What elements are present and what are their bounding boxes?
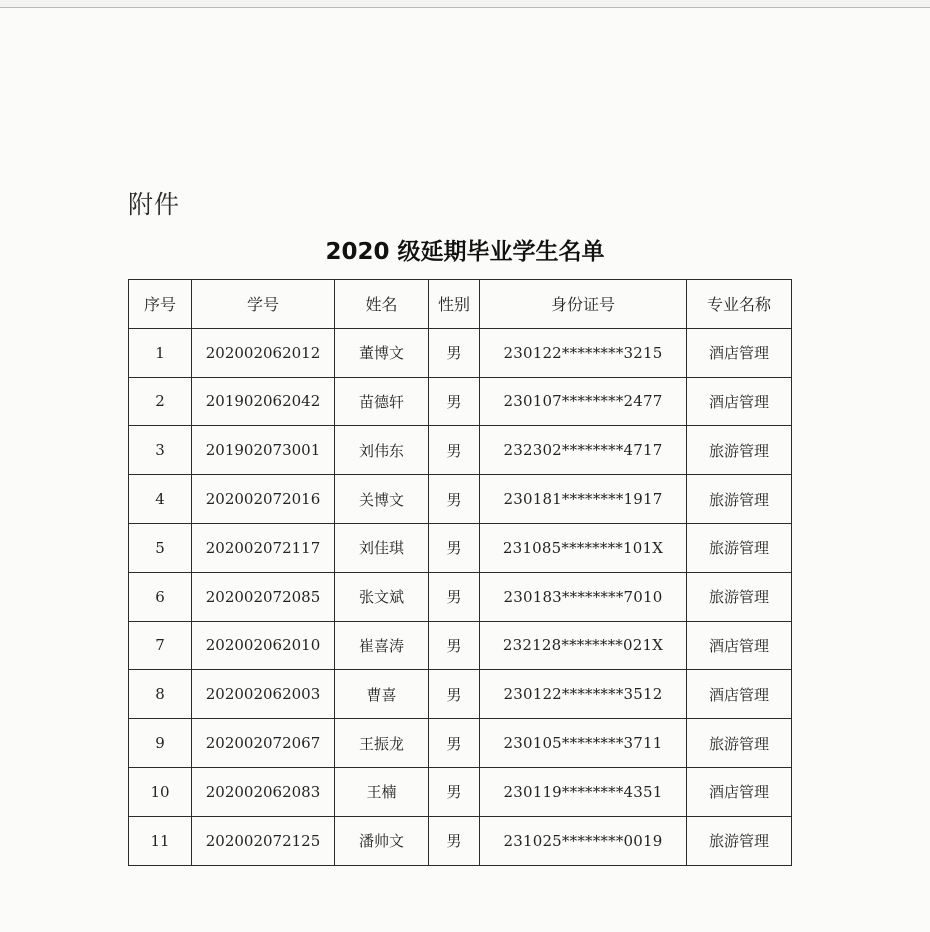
table-row — [129, 328, 792, 377]
cell-name: 苗德轩 — [335, 377, 429, 426]
cell-gender: 男 — [429, 621, 480, 670]
cell-id-card: 231085********101X — [480, 523, 687, 572]
cell-no: 4 — [129, 475, 192, 524]
cell-name: 张文斌 — [335, 572, 429, 621]
cell-gender: 男 — [429, 670, 480, 719]
header-major: 专业名称 — [687, 280, 792, 329]
table-row — [129, 377, 792, 426]
header-no: 序号 — [129, 280, 192, 329]
table-row — [129, 670, 792, 719]
cell-name: 董博文 — [335, 328, 429, 377]
cell-name: 崔喜涛 — [335, 621, 429, 670]
cell-id-card: 230105********3711 — [480, 719, 687, 768]
cell-id-card: 231025********0019 — [480, 816, 687, 865]
table-header-row — [129, 280, 792, 329]
cell-gender: 男 — [429, 426, 480, 475]
cell-id-card: 232128********021X — [480, 621, 687, 670]
table-row — [129, 523, 792, 572]
cell-student-id: 201902062042 — [192, 377, 335, 426]
cell-id-card: 230122********3215 — [480, 328, 687, 377]
graduate-roster-table — [128, 279, 792, 866]
cell-gender: 男 — [429, 767, 480, 816]
table-row — [129, 767, 792, 816]
cell-major: 旅游管理 — [687, 572, 792, 621]
table-row — [129, 475, 792, 524]
header-student-id: 学号 — [192, 280, 335, 329]
cell-major: 旅游管理 — [687, 523, 792, 572]
cell-major: 酒店管理 — [687, 670, 792, 719]
cell-no: 5 — [129, 523, 192, 572]
cell-no: 11 — [129, 816, 192, 865]
cell-name: 潘帅文 — [335, 816, 429, 865]
cell-gender: 男 — [429, 328, 480, 377]
cell-id-card: 230181********1917 — [480, 475, 687, 524]
cell-student-id: 202002062003 — [192, 670, 335, 719]
cell-gender: 男 — [429, 377, 480, 426]
table-row — [129, 621, 792, 670]
cell-no: 1 — [129, 328, 192, 377]
cell-no: 9 — [129, 719, 192, 768]
cell-no: 2 — [129, 377, 192, 426]
cell-id-card: 230122********3512 — [480, 670, 687, 719]
cell-major: 旅游管理 — [687, 719, 792, 768]
cell-major: 旅游管理 — [687, 426, 792, 475]
table-row — [129, 719, 792, 768]
cell-student-id: 202002072016 — [192, 475, 335, 524]
cell-student-id: 202002062010 — [192, 621, 335, 670]
header-id-card: 身份证号 — [480, 280, 687, 329]
cell-no: 6 — [129, 572, 192, 621]
cell-student-id: 202002072085 — [192, 572, 335, 621]
cell-major: 酒店管理 — [687, 767, 792, 816]
cell-name: 曹喜 — [335, 670, 429, 719]
cell-no: 8 — [129, 670, 192, 719]
table-row — [129, 572, 792, 621]
cell-name: 关博文 — [335, 475, 429, 524]
cell-name: 王楠 — [335, 767, 429, 816]
cell-major: 酒店管理 — [687, 328, 792, 377]
attachment-label: 附件 — [128, 190, 181, 219]
cell-student-id: 202002062012 — [192, 328, 335, 377]
cell-student-id: 202002072067 — [192, 719, 335, 768]
cell-gender: 男 — [429, 816, 480, 865]
cell-gender: 男 — [429, 475, 480, 524]
cell-major: 旅游管理 — [687, 816, 792, 865]
cell-id-card: 232302********4717 — [480, 426, 687, 475]
cell-major: 酒店管理 — [687, 377, 792, 426]
header-name: 姓名 — [335, 280, 429, 329]
cell-student-id: 201902073001 — [192, 426, 335, 475]
cell-gender: 男 — [429, 523, 480, 572]
cell-name: 刘伟东 — [335, 426, 429, 475]
cell-name: 王振龙 — [335, 719, 429, 768]
cell-id-card: 230119********4351 — [480, 767, 687, 816]
cell-major: 酒店管理 — [687, 621, 792, 670]
cell-no: 10 — [129, 767, 192, 816]
table-row — [129, 426, 792, 475]
cell-name: 刘佳琪 — [335, 523, 429, 572]
cell-no: 7 — [129, 621, 192, 670]
table-row — [129, 816, 792, 865]
cell-major: 旅游管理 — [687, 475, 792, 524]
cell-student-id: 202002072125 — [192, 816, 335, 865]
cell-gender: 男 — [429, 719, 480, 768]
cell-no: 3 — [129, 426, 192, 475]
scan-edge — [0, 0, 930, 8]
header-gender: 性别 — [429, 280, 480, 329]
document-title: 2020 级延期毕业学生名单 — [325, 239, 605, 265]
cell-id-card: 230183********7010 — [480, 572, 687, 621]
cell-id-card: 230107********2477 — [480, 377, 687, 426]
cell-gender: 男 — [429, 572, 480, 621]
cell-student-id: 202002062083 — [192, 767, 335, 816]
cell-student-id: 202002072117 — [192, 523, 335, 572]
